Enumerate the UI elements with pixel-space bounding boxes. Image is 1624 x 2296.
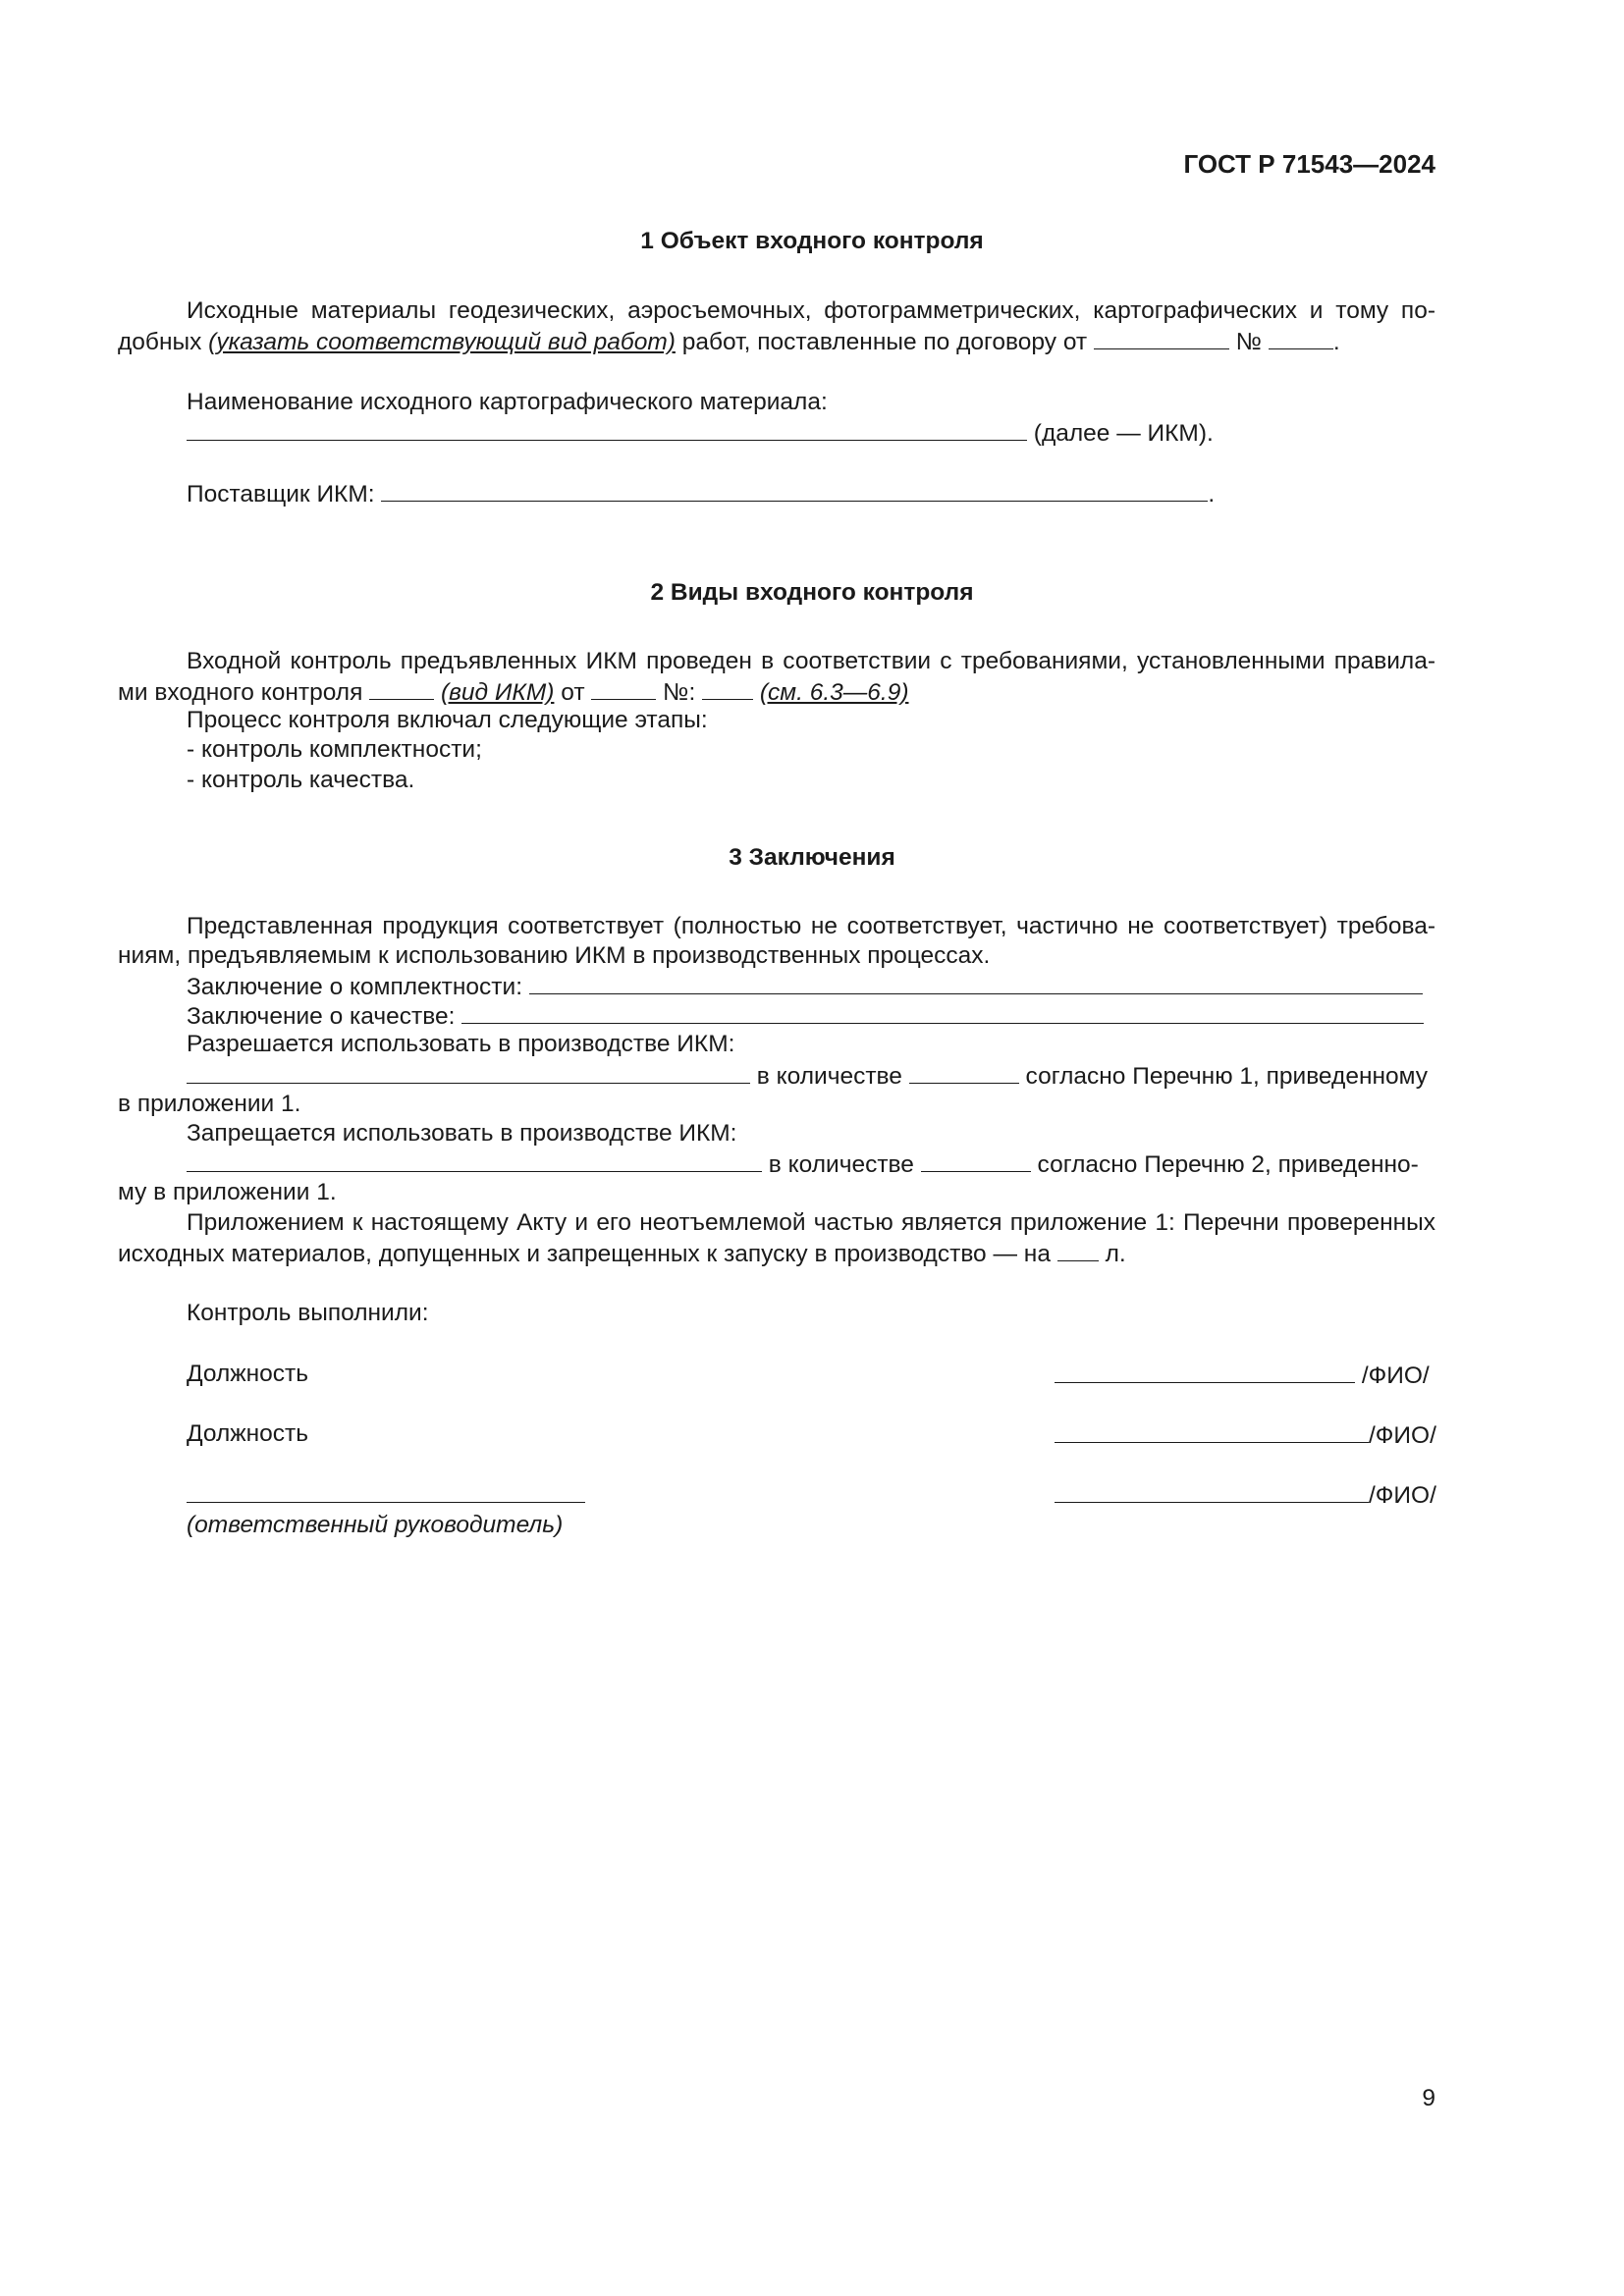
text: в количестве [762, 1151, 921, 1178]
forbidden-line [187, 1149, 1419, 1179]
performed-label: Контроль выполнили: [187, 1300, 429, 1326]
allowed-quantity-field[interactable] [909, 1061, 1019, 1084]
responsible-label: (ответственный руководитель) [187, 1512, 564, 1538]
signature-3-line [1055, 1480, 1436, 1510]
section-1-para-line-2 [118, 327, 1340, 356]
map-material-name-field[interactable] [187, 418, 1027, 441]
section-2-line-2 [118, 677, 908, 707]
appendix-line-2 [118, 1239, 1126, 1268]
fio-label: /ФИО/ [1369, 1422, 1436, 1449]
text: ми входного контроля [118, 679, 370, 706]
allowed-line [187, 1061, 1428, 1091]
map-material-name-label: Наименование исходного картографического материала: [187, 389, 828, 415]
section-2-line-1: Входной контроль предъявленных ИКМ проведен в соответствии с требованиями, установленными правила- [187, 648, 1435, 674]
supplier-label: Поставщик ИКМ: [187, 481, 382, 507]
allowed-label: Разрешается использовать в производстве ИКМ: [187, 1031, 735, 1057]
text: . [1332, 329, 1340, 355]
quality-field[interactable] [461, 1001, 1424, 1024]
section-2-line-3: Процесс контроля включал следующие этапы: [187, 707, 708, 733]
text: работ, поставленные по договору от [675, 329, 1094, 355]
position-2-label: Должность [187, 1420, 309, 1447]
responsible-signature-line [187, 1480, 585, 1510]
document-id: ГОСТ Р 71543—2024 [1183, 149, 1435, 179]
section-1-title: 1 Объект входного контроля [640, 228, 984, 254]
page-number: 9 [1422, 2085, 1435, 2111]
supplier-field[interactable] [381, 479, 1208, 502]
quality-conclusion-line [187, 1001, 1424, 1031]
completeness-conclusion-line [187, 972, 1423, 1001]
fio-label: /ФИО/ [1369, 1482, 1436, 1509]
contract-number-field[interactable] [1269, 327, 1333, 349]
text: от [554, 679, 592, 706]
allowed-ikm-field[interactable] [187, 1061, 750, 1084]
rules-number-field[interactable] [702, 677, 753, 700]
section-3-title: 3 Заключения [729, 844, 895, 871]
forbidden-ikm-field[interactable] [187, 1149, 762, 1172]
forbidden-quantity-field[interactable] [921, 1149, 1031, 1172]
ikm-type-placeholder: (вид ИКМ) [440, 679, 555, 706]
forbidden-label: Запрещается использовать в производстве ИКМ: [187, 1120, 737, 1147]
signature-2-field[interactable] [1055, 1420, 1369, 1443]
allowed-continuation: в приложении 1. [118, 1091, 301, 1117]
position-1-label: Должность [187, 1361, 309, 1387]
responsible-signature-field[interactable] [187, 1480, 585, 1503]
text: согласно Перечню 1, приведенному [1018, 1063, 1428, 1090]
section-3-line-1: Представленная продукция соответствует (полностью не соответствует, частично не соответствует) требова- [187, 913, 1435, 939]
signature-1-field[interactable] [1055, 1361, 1355, 1383]
list-item-quality: - контроль качества. [187, 767, 415, 793]
signature-1-line [1055, 1361, 1430, 1390]
signature-3-field[interactable] [1055, 1480, 1369, 1503]
reference-placeholder: (см. 6.3—6.9) [759, 679, 909, 706]
map-material-name-line [187, 418, 1214, 448]
signature-2-line [1055, 1420, 1436, 1450]
rules-field[interactable] [369, 677, 434, 700]
section-3-line-2: ниям, предъявляемым к использованию ИКМ в производственных процессах. [118, 942, 991, 969]
section-2-title: 2 Виды входного контроля [650, 579, 974, 606]
appendix-line-1: Приложением к настоящему Акту и его неотъемлемой частью является приложение 1: Перечни проверенных [187, 1209, 1435, 1236]
text: согласно Перечню 2, приведенно- [1030, 1151, 1419, 1178]
completeness-label: Заключение о комплектности: [187, 974, 529, 1000]
quality-label: Заключение о качестве: [187, 1003, 462, 1030]
section-1-para-line-1: Исходные материалы геодезических, аэросъемочных, фотограмметрических, картографических и тому по- [187, 297, 1435, 324]
contract-date-field[interactable] [1094, 327, 1229, 349]
supplier-line [187, 479, 1215, 508]
text: добных [118, 329, 209, 355]
rules-date-field[interactable] [591, 677, 656, 700]
text: . [1208, 481, 1216, 507]
sheets-count-field[interactable] [1057, 1239, 1099, 1261]
fio-label: /ФИО/ [1361, 1362, 1430, 1389]
forbidden-continuation: му в приложении 1. [118, 1179, 337, 1205]
completeness-field[interactable] [529, 972, 1423, 994]
text: №: [656, 679, 703, 706]
text: исходных материалов, допущенных и запрещенных к запуску в производство — на [118, 1241, 1057, 1267]
list-item-completeness: - контроль комплектности; [187, 736, 482, 763]
work-type-placeholder: (указать соответствующий вид работ) [208, 329, 676, 355]
text: № [1228, 329, 1269, 355]
text: л. [1098, 1241, 1126, 1267]
text: в количестве [750, 1063, 909, 1090]
text: (далее — ИКМ). [1027, 420, 1214, 447]
